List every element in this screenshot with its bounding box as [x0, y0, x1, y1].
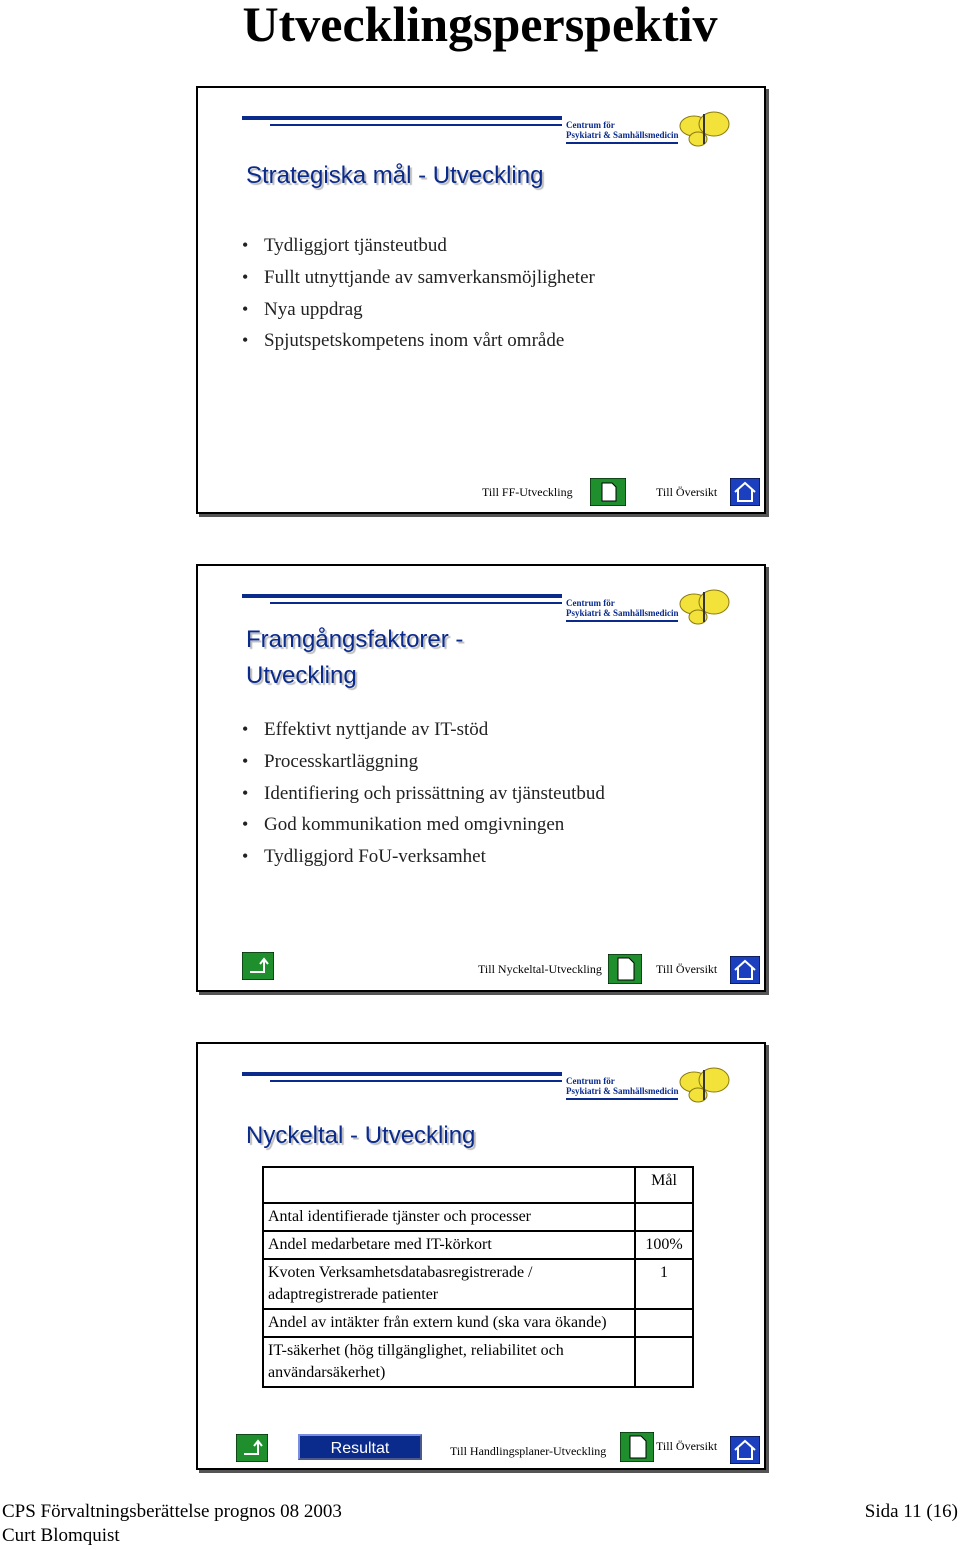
link-oversikt[interactable]: Till Översikt [656, 962, 718, 976]
slide-nyckeltal [196, 1042, 766, 1470]
home-icon[interactable] [730, 478, 760, 506]
link-oversikt[interactable]: Till Översikt [656, 485, 718, 499]
list-item: • Fullt utnyttjande av samverkansmöjligheter [242, 262, 595, 294]
document-icon[interactable] [620, 1432, 654, 1462]
table-row [263, 1203, 693, 1231]
header-rule [242, 1072, 562, 1076]
list-item: • Effektivt nyttjande av IT-stöd [242, 714, 605, 746]
page-number: Sida 11 (16) [864, 1501, 958, 1522]
table-row [263, 1337, 693, 1387]
table-row [263, 1259, 693, 1309]
table-header-cell: Mål [635, 1167, 693, 1203]
list-item: • Spjutspetskompetens inom vårt område [242, 325, 595, 357]
header-rule-thin [270, 124, 562, 126]
document-icon[interactable] [608, 954, 642, 984]
slide-framgangsfaktorer [196, 564, 766, 992]
table-cell: Andel medarbetare med IT-körkort [263, 1231, 635, 1259]
kpi-table [262, 1166, 694, 1388]
table-cell [263, 1167, 635, 1203]
header-rule-thin [270, 1080, 562, 1082]
page-title: Utvecklingsperspektiv [242, 0, 718, 52]
header-rule-thin [270, 602, 562, 604]
bullet-list [242, 714, 605, 873]
logo: Centrum för Psykiatri & Samhällsmedicin [566, 1076, 686, 1096]
resultat-button[interactable]: Resultat [298, 1434, 422, 1460]
header-rule [242, 594, 562, 598]
list-item: • Processkartläggning [242, 746, 605, 778]
footer-left: CPS Förvaltningsberättelse prognos 08 2003 Curt Blomquist [2, 1501, 342, 1546]
list-item: • God kommunikation med omgivningen [242, 809, 605, 841]
logo: Centrum för Psykiatri & Samhällsmedicin [566, 598, 686, 618]
back-arrow-icon[interactable] [242, 952, 274, 980]
list-item: • Identifiering och prissättning av tjänsteutbud [242, 778, 605, 810]
link-oversikt[interactable]: Till Översikt [656, 1439, 718, 1453]
table-header-row [263, 1167, 693, 1203]
table-cell: 100% [635, 1231, 693, 1259]
document-icon[interactable] [590, 478, 626, 506]
table-cell [635, 1337, 693, 1387]
slide-heading: Framgångsfaktorer - Utveckling [246, 626, 464, 689]
butterfly-icon [676, 584, 732, 628]
slide-strategiska-mal [196, 86, 766, 514]
home-icon[interactable] [730, 956, 760, 984]
table-cell: Andel av intäkter från extern kund (ska vara ökande) [263, 1309, 635, 1337]
table-row [263, 1309, 693, 1337]
list-item: • Tydliggjord FoU-verksamhet [242, 841, 605, 873]
table-cell [635, 1309, 693, 1337]
back-arrow-icon[interactable] [236, 1434, 268, 1462]
table-cell [635, 1203, 693, 1231]
butterfly-icon [676, 1062, 732, 1106]
slide-heading: Nyckeltal - Utveckling [246, 1122, 476, 1149]
table-cell: 1 [635, 1259, 693, 1309]
link-nyckeltal-utveckling[interactable]: Till Nyckeltal-Utveckling [478, 962, 602, 976]
table-cell: IT-säkerhet (hög tillgänglighet, reliabilitet och användarsäkerhet) [263, 1337, 635, 1387]
bullet-list [242, 230, 595, 357]
table-row [263, 1231, 693, 1259]
table-cell: Antal identifierade tjänster och processer [263, 1203, 635, 1231]
logo: Centrum för Psykiatri & Samhällsmedicin [566, 120, 686, 140]
slide-heading: Strategiska mål - Utveckling [246, 162, 544, 189]
table-cell: Kvoten Verksamhetsdatabasregistrerade / adaptregistrerade patienter [263, 1259, 635, 1309]
link-handlingsplaner-utveckling[interactable]: Till Handlingsplaner-Utveckling [450, 1444, 607, 1458]
list-item: • Nya uppdrag [242, 294, 595, 326]
butterfly-icon [676, 106, 732, 150]
header-rule [242, 116, 562, 120]
list-item: • Tydliggjort tjänsteutbud [242, 230, 595, 262]
link-ff-utveckling[interactable]: Till FF-Utveckling [482, 485, 573, 499]
home-icon[interactable] [730, 1436, 760, 1464]
